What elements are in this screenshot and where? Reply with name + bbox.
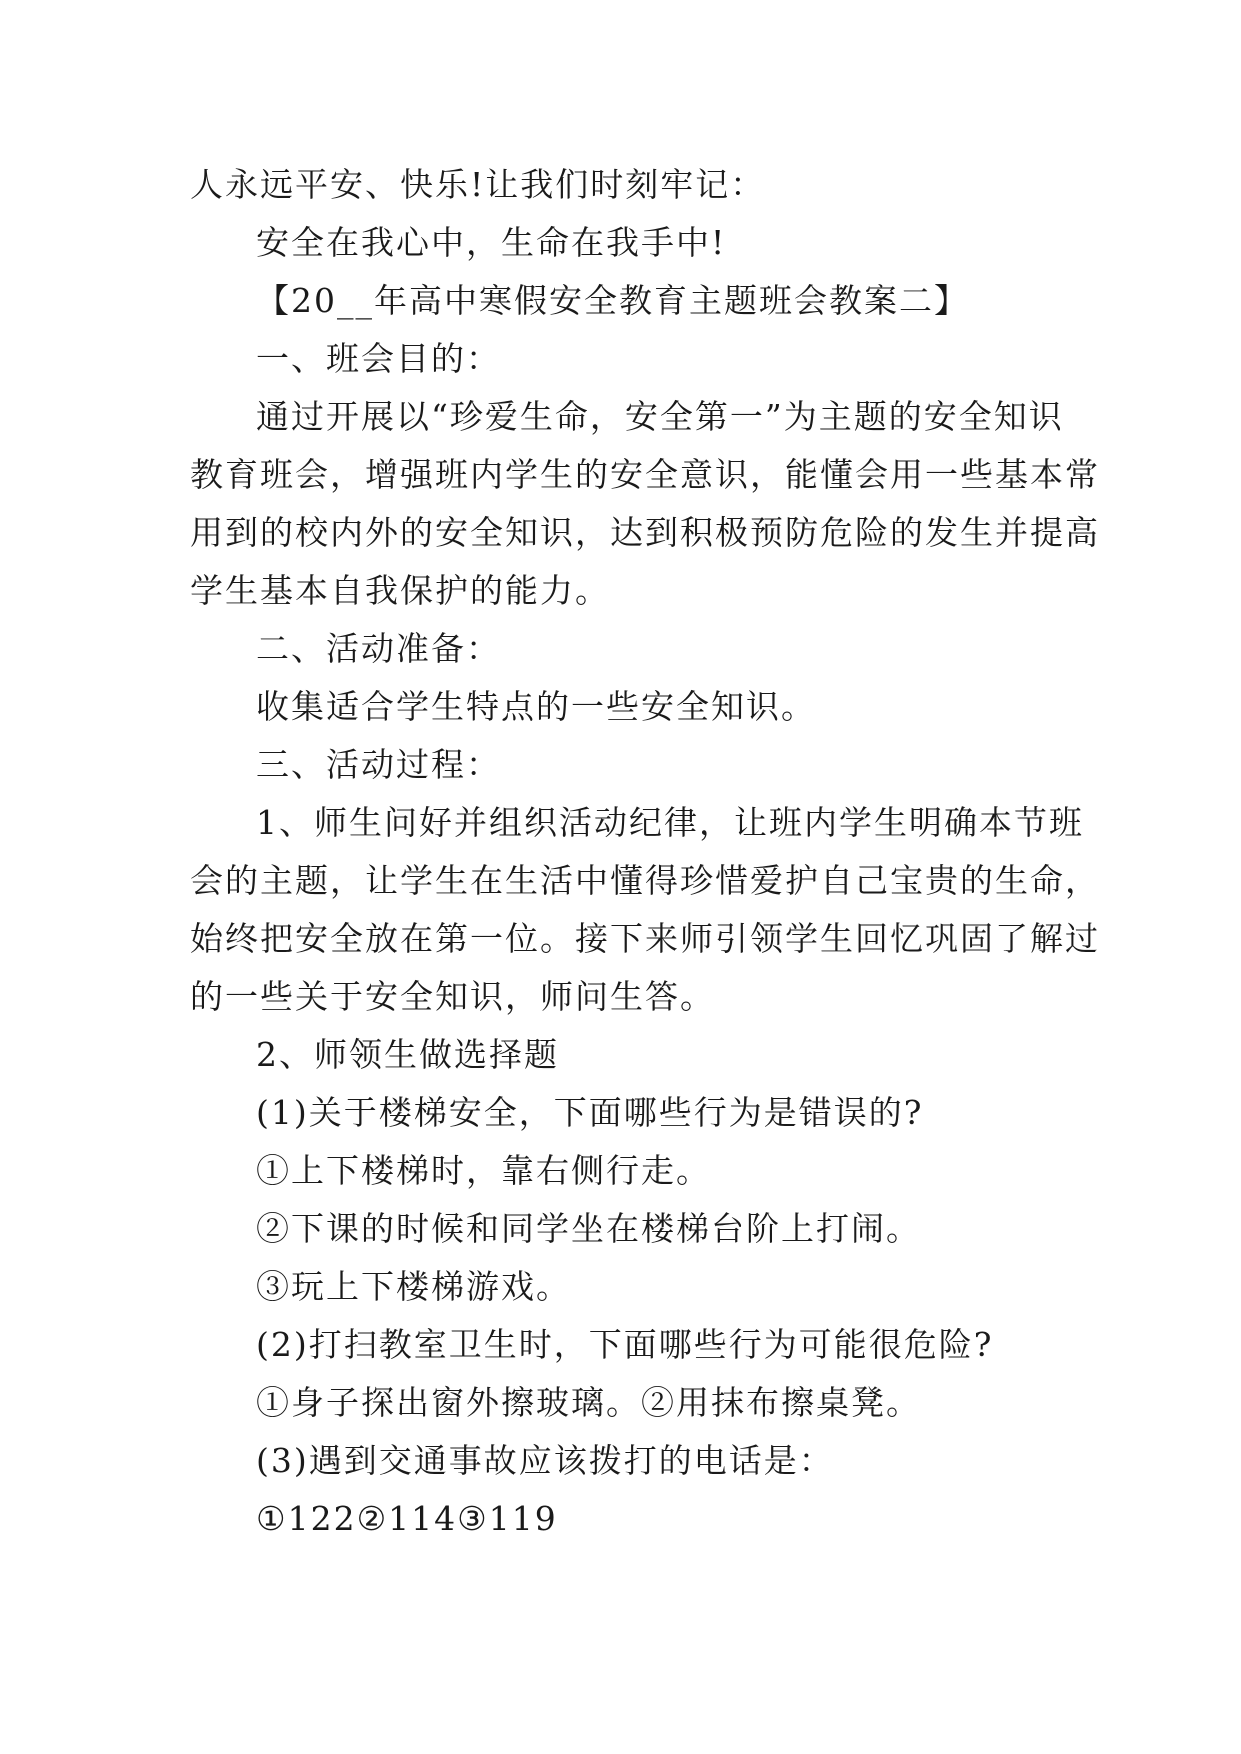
text-line: 教育班会，增强班内学生的安全意识，能懂会用一些基本常 <box>190 455 1100 494</box>
section-heading: 二、活动准备： <box>256 629 501 668</box>
text-line: 2、师领生做选择题 <box>256 1035 559 1074</box>
question-line: (3)遇到交通事故应该拨打的电话是： <box>256 1441 834 1480</box>
text-line: 会的主题，让学生在生活中懂得珍惜爱护自己宝贵的生命， <box>190 861 1100 900</box>
option-line: ①122②114③119 <box>256 1499 558 1538</box>
text-line: 通过开展以“珍爱生命，安全第一”为主题的安全知识 <box>256 397 1064 436</box>
option-line: ②下课的时候和同学坐在楼梯台阶上打闹。 <box>256 1209 921 1248</box>
text-line: 学生基本自我保护的能力。 <box>190 571 610 610</box>
text-line: 收集适合学生特点的一些安全知识。 <box>256 687 816 726</box>
text-line: 的一些关于安全知识，师问生答。 <box>190 977 715 1016</box>
text-line: 始终把安全放在第一位。接下来师引领学生回忆巩固了解过 <box>190 919 1100 958</box>
section-heading: 一、班会目的： <box>256 339 501 378</box>
option-line: ①上下楼梯时，靠右侧行走。 <box>256 1151 711 1190</box>
text-line: 人永远平安、快乐!让我们时刻牢记： <box>190 165 766 204</box>
section-title: 【20__年高中寒假安全教育主题班会教案二】 <box>256 281 969 320</box>
option-line: ③玩上下楼梯游戏。 <box>256 1267 571 1306</box>
section-heading: 三、活动过程： <box>256 745 501 784</box>
text-line: 安全在我心中，生命在我手中! <box>256 223 727 262</box>
text-line: 用到的校内外的安全知识，达到积极预防危险的发生并提高 <box>190 513 1100 552</box>
option-line: ①身子探出窗外擦玻璃。②用抹布擦桌凳。 <box>256 1383 921 1422</box>
text-line: 1、师生问好并组织活动纪律，让班内学生明确本节班 <box>256 803 1084 842</box>
question-line: (1)关于楼梯安全，下面哪些行为是错误的? <box>256 1093 924 1132</box>
question-line: (2)打扫教室卫生时，下面哪些行为可能很危险? <box>256 1325 994 1364</box>
